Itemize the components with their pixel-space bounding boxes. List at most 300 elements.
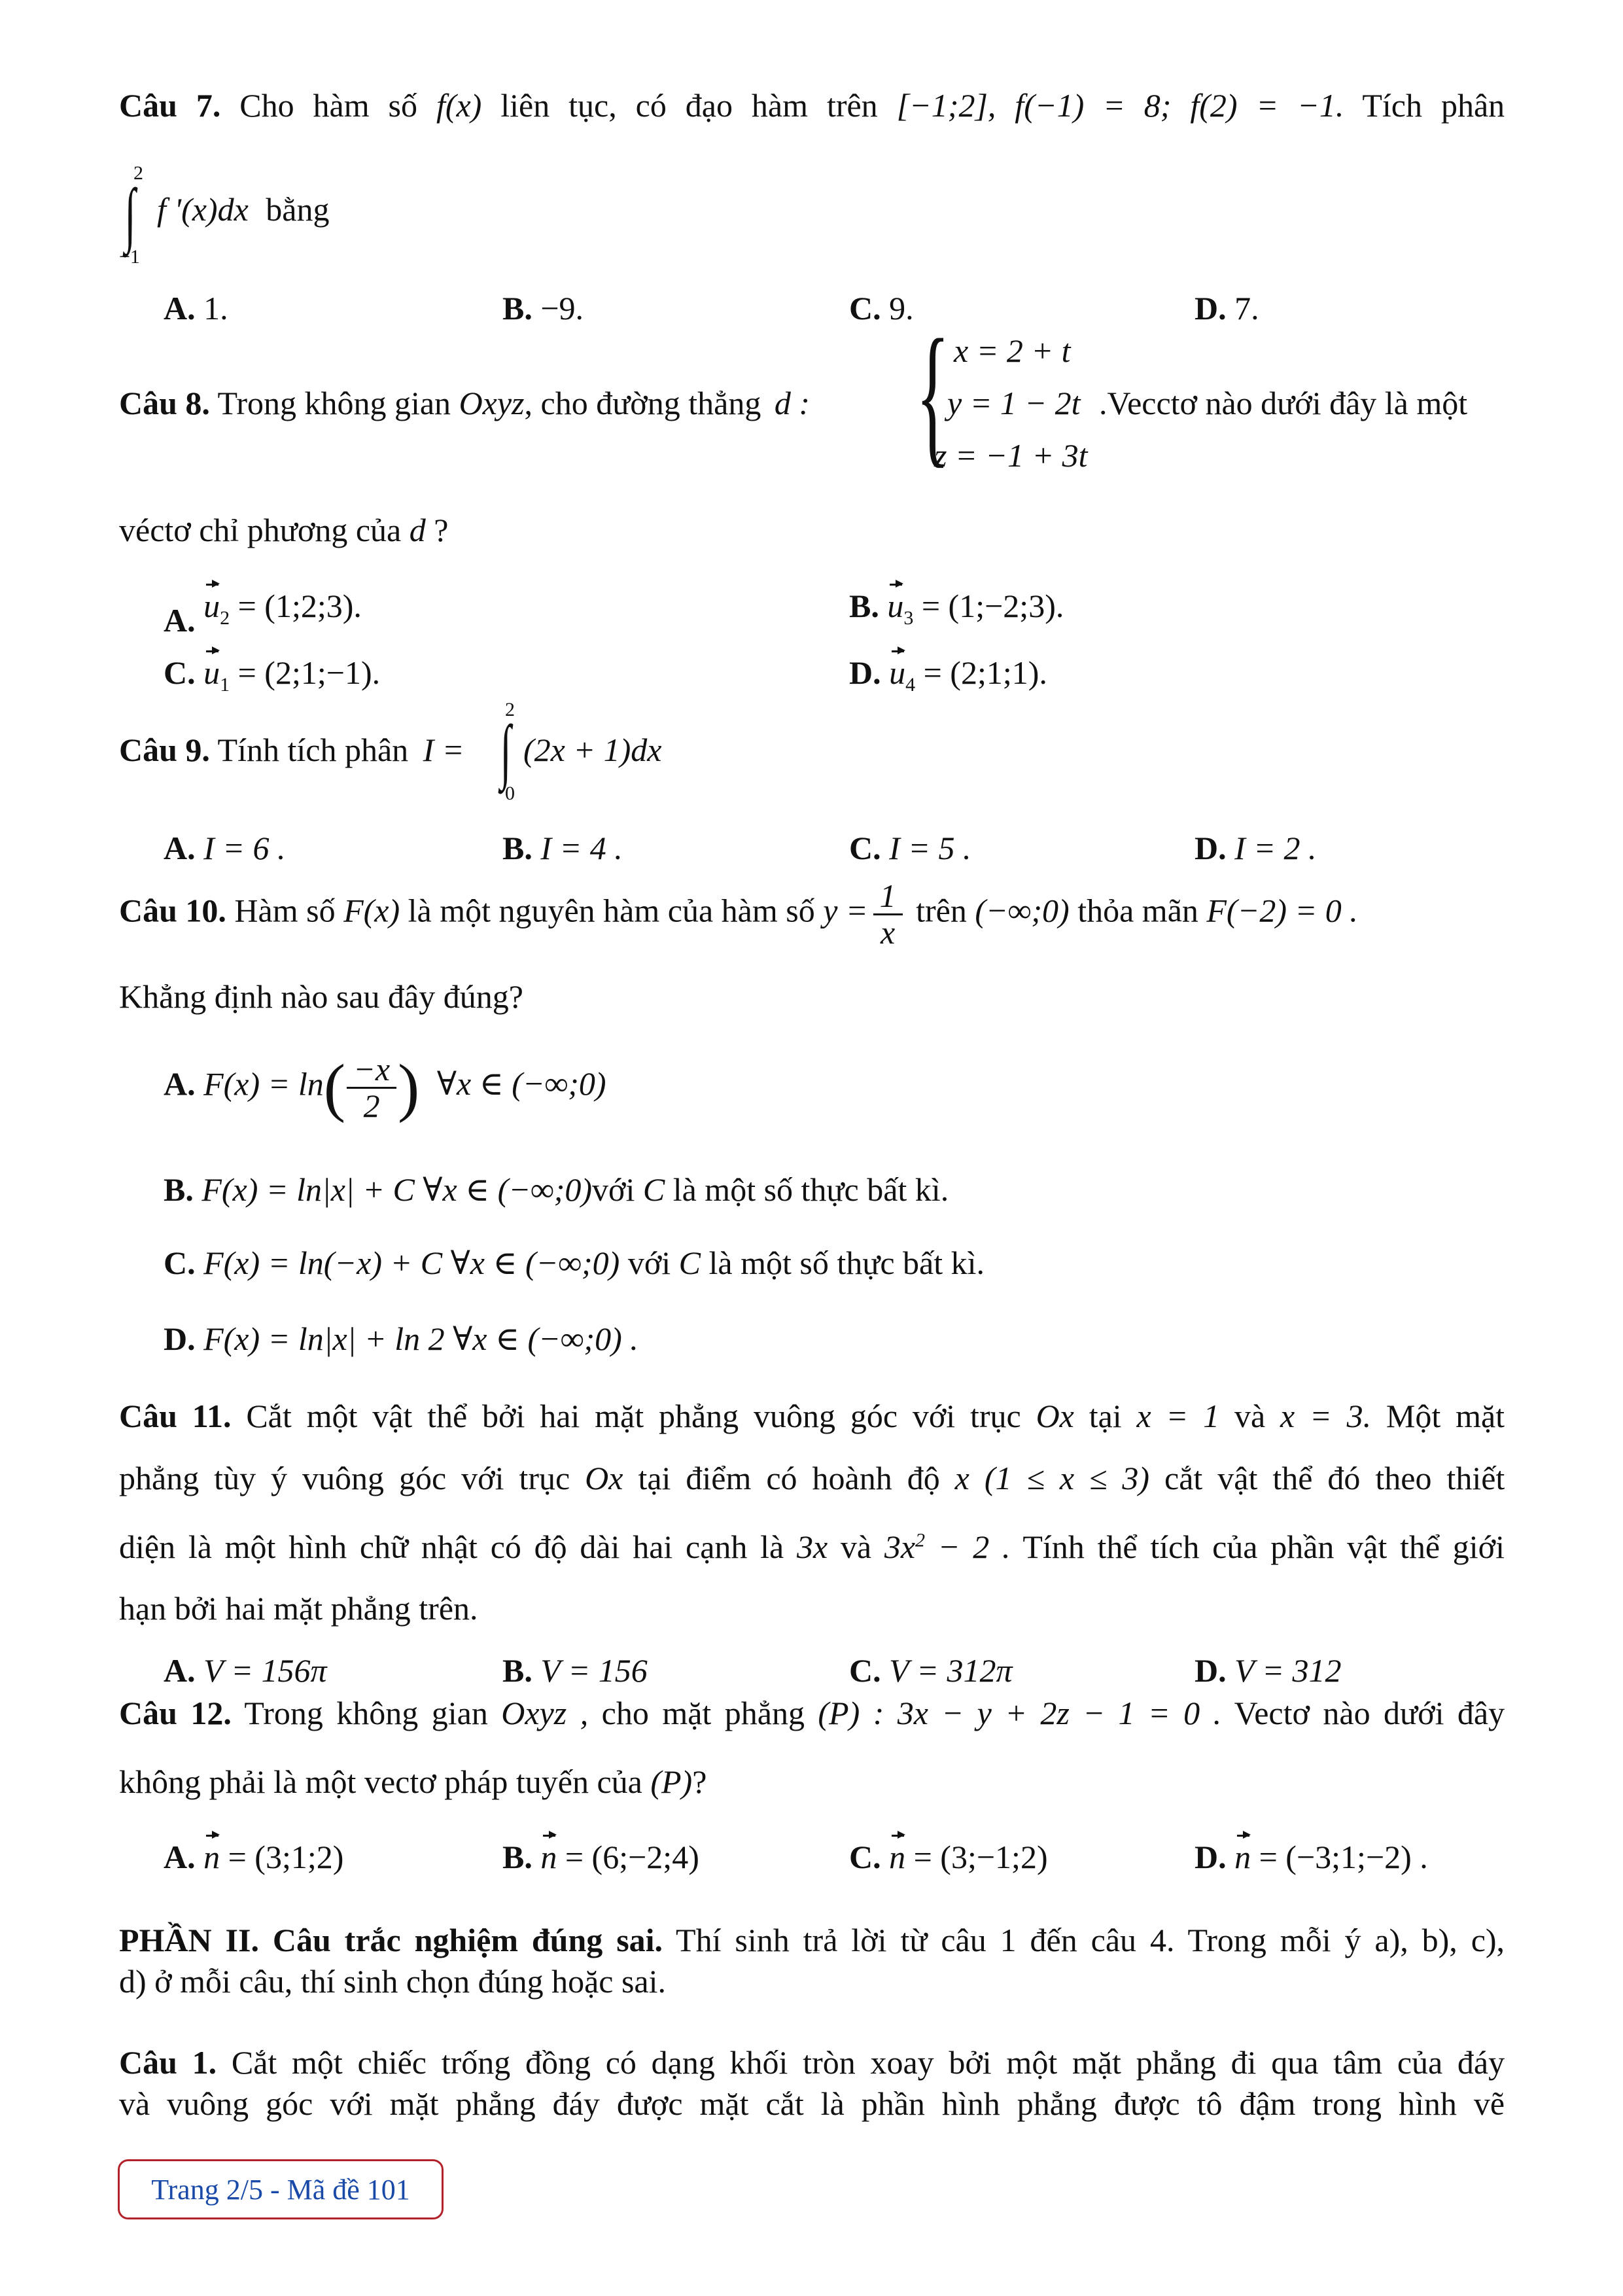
- word: cho: [601, 1695, 649, 1731]
- q7-word: trên: [826, 87, 878, 124]
- word: là: [188, 1528, 212, 1565]
- q9-option-b[interactable]: [502, 830, 623, 868]
- q10-condition: F(−2) = 0 .: [1206, 892, 1358, 929]
- option-text: −9.: [540, 290, 584, 327]
- q7-word: hàm: [313, 87, 370, 124]
- integral-symbol: ∫: [500, 711, 512, 790]
- q10-option-c[interactable]: [164, 1245, 985, 1282]
- p2q1-line1: [119, 2044, 1505, 2082]
- option-text: = (1;−2;3).: [913, 588, 1064, 624]
- word: độ: [907, 1460, 940, 1496]
- word: Trong: [244, 1695, 323, 1731]
- option-text: = (3;1;2): [220, 1839, 344, 1875]
- word: cắt: [1164, 1460, 1203, 1496]
- word: vật: [1347, 1528, 1387, 1565]
- q7-word: phân: [1440, 87, 1505, 124]
- q7-option-a[interactable]: [164, 290, 228, 328]
- vector-u: u: [203, 588, 220, 624]
- exp-rest: − 2 .: [925, 1528, 1011, 1565]
- option-label: C.: [849, 1839, 881, 1875]
- system-brace: {: [916, 307, 950, 481]
- vector-u: u: [887, 588, 904, 624]
- option-label: D.: [164, 1320, 196, 1357]
- word: một: [292, 2044, 343, 2081]
- q8-text-end: .Vecctơ nào dưới đây là một: [1099, 385, 1468, 421]
- word: 4.: [1149, 1922, 1175, 1958]
- q7-int-upper: 2: [133, 162, 143, 184]
- q8-line1: [119, 385, 810, 423]
- option-text: là một số thực bất kì.: [708, 1245, 985, 1281]
- word: đến: [1030, 1922, 1077, 1958]
- word: dạng: [651, 2044, 715, 2081]
- option-text: I = 4 .: [540, 830, 623, 866]
- word: có: [605, 2044, 637, 2081]
- word: đây: [1457, 1695, 1505, 1731]
- option-text: với: [627, 1245, 671, 1281]
- option-text: = (3;−1;2): [905, 1839, 1048, 1875]
- q8-line-d: d :: [774, 385, 810, 421]
- q7-line2: [157, 191, 329, 229]
- word: trống: [441, 2044, 511, 2081]
- q9-int-lower: 0: [505, 783, 515, 804]
- word: theo: [1375, 1460, 1432, 1496]
- word: mỗi: [1280, 1922, 1331, 1958]
- q9-option-d[interactable]: [1195, 830, 1317, 868]
- word: cạnh: [686, 1528, 748, 1565]
- word: của: [1397, 2044, 1443, 2081]
- fraction-numerator: −x: [347, 1052, 396, 1089]
- exp-base: 3x: [884, 1528, 916, 1565]
- p2q1-label: Câu 1.: [119, 2044, 217, 2081]
- option-label: C.: [164, 1245, 196, 1281]
- word: hoành: [812, 1460, 892, 1496]
- word: tích: [1150, 1528, 1200, 1565]
- q7-condition: [−1;2], f(−1) = 8; f(2) = −1.: [896, 87, 1344, 124]
- option-math: F(x) = ln: [203, 1065, 324, 1103]
- word: x: [954, 1460, 969, 1496]
- word: khối: [729, 2044, 788, 2081]
- word: có: [490, 1528, 521, 1565]
- option-label: B.: [502, 830, 532, 866]
- q12-line2-end: ?: [692, 1763, 707, 1800]
- word: điểm: [686, 1460, 752, 1496]
- word: câu: [1091, 1922, 1137, 1958]
- q11-line4: hạn bởi hai mặt phẳng trên.: [119, 1590, 478, 1627]
- word: Cắt: [246, 1398, 292, 1434]
- q7-word: Tích: [1362, 87, 1423, 124]
- word: phần: [1270, 1528, 1335, 1565]
- word: phẳng: [1017, 2085, 1097, 2122]
- word: không: [336, 1695, 419, 1731]
- word: vật: [372, 1398, 413, 1434]
- word: diện: [119, 1528, 176, 1565]
- word: thể: [427, 1398, 468, 1434]
- vector-sub: 4: [905, 674, 916, 696]
- word: vuông: [753, 1398, 835, 1434]
- vector-n: n: [540, 1839, 557, 1875]
- word: vật: [1217, 1460, 1258, 1496]
- q7-word: đạo: [685, 87, 733, 124]
- option-label: D.: [1195, 290, 1227, 327]
- word: bởi: [949, 2044, 992, 2081]
- word: hai: [540, 1398, 580, 1434]
- part2-title: PHẦN II. Câu trắc nghiệm đúng sai.: [119, 1922, 663, 1958]
- q8-option-c[interactable]: [164, 654, 380, 697]
- p2q1-line2: [119, 2085, 1505, 2123]
- word: góc: [266, 2085, 313, 2122]
- q8-line2-var: d: [409, 512, 426, 548]
- option-text: I = 6 .: [203, 830, 286, 866]
- option-text: 7.: [1234, 290, 1259, 327]
- q7-word: có: [635, 87, 667, 124]
- vector-n: n: [203, 1839, 220, 1875]
- vector-u: u: [889, 654, 906, 691]
- q10-line1: [119, 879, 1358, 949]
- word: góc: [850, 1398, 898, 1434]
- q12-option-c[interactable]: [849, 1839, 1048, 1877]
- q7-word: số: [388, 87, 418, 124]
- word: dài: [580, 1528, 620, 1565]
- word: tròn: [803, 2044, 856, 2081]
- word: tại: [1089, 1398, 1122, 1434]
- word: của: [1212, 1528, 1258, 1565]
- vector-n: n: [1234, 1839, 1251, 1875]
- option-text: = (2;1;1).: [915, 654, 1047, 691]
- word: Ox: [1036, 1398, 1074, 1434]
- option-label: D.: [849, 654, 881, 691]
- fraction-denominator: 2: [363, 1087, 380, 1124]
- option-math: F(x) = ln|x| + C ∀x ∈ (−∞;0): [201, 1171, 593, 1208]
- word: cắt: [765, 2085, 804, 2122]
- q9-text: Tính tích phân: [217, 732, 409, 768]
- word: trả: [803, 1922, 838, 1958]
- option-label: B.: [502, 290, 532, 327]
- q10-text: thỏa mãn: [1077, 892, 1198, 929]
- word: hình: [288, 1528, 347, 1565]
- option-label: A.: [164, 830, 196, 866]
- q8-eq-z: z = −1 + 3t: [934, 437, 1088, 474]
- word: mặt: [389, 2085, 439, 2122]
- q11-option-d[interactable]: [1195, 1652, 1342, 1690]
- q10-text: Hàm số: [234, 892, 336, 929]
- word: xoay: [870, 2044, 934, 2081]
- q12-option-b[interactable]: [502, 1839, 699, 1877]
- q11-option-c[interactable]: [849, 1652, 1013, 1690]
- option-text: = (2;1;−1).: [230, 654, 381, 691]
- word: a),: [1374, 1922, 1408, 1958]
- word: mặt: [1456, 1398, 1505, 1434]
- word: với: [912, 1398, 956, 1434]
- option-var: C: [642, 1171, 665, 1208]
- q8-option-d[interactable]: [849, 654, 1047, 697]
- word: được: [616, 2085, 683, 2122]
- word: trục: [519, 1460, 570, 1496]
- q11-option-b[interactable]: [502, 1652, 648, 1690]
- q9-int-upper: 2: [505, 699, 515, 720]
- q10-option-b[interactable]: [164, 1171, 949, 1209]
- vector-u: u: [203, 654, 220, 691]
- q9-integrand: (2x + 1)dx: [523, 732, 662, 768]
- option-text: = (6;−2;4): [557, 1839, 699, 1875]
- word: trục: [970, 1398, 1021, 1434]
- option-math: ∀x ∈ (−∞;0): [436, 1065, 606, 1103]
- option-text: 9.: [889, 290, 914, 327]
- option-label: C.: [849, 1652, 881, 1689]
- q11-line3: [119, 1528, 1505, 1566]
- option-label: B.: [164, 1171, 194, 1208]
- word: và: [1234, 1398, 1266, 1434]
- word: x = 1: [1136, 1398, 1220, 1434]
- q7-word: hàm: [751, 87, 809, 124]
- option-label: B.: [502, 1839, 532, 1875]
- word: là: [820, 2085, 845, 2122]
- q10-fx: F(x): [343, 892, 400, 929]
- word: câu: [941, 1922, 986, 1958]
- word: độ: [534, 1528, 567, 1565]
- word: tô: [1196, 2085, 1223, 2122]
- q7-word: liên: [500, 87, 550, 124]
- q10-fraction: [873, 879, 903, 949]
- q9-label: Câu 9.: [119, 732, 210, 768]
- word: tại: [638, 1460, 671, 1496]
- word: sinh: [735, 1922, 790, 1958]
- q10-option-a[interactable]: [164, 1052, 606, 1123]
- integral-symbol: ∫: [124, 174, 136, 254]
- word: vuông: [302, 1460, 385, 1496]
- q7-option-d[interactable]: [1195, 290, 1259, 328]
- q10-text: là một nguyên hàm của hàm số: [408, 892, 815, 929]
- q11-label: Câu 11.: [119, 1398, 232, 1434]
- word: và: [840, 1528, 872, 1565]
- q9-line1: [119, 732, 464, 769]
- word: Tính: [1022, 1528, 1085, 1565]
- q10-text: trên: [916, 892, 967, 929]
- q10-interval: (−∞;0): [975, 892, 1070, 929]
- q7-label: Câu 7.: [119, 87, 221, 124]
- word: Ox: [585, 1460, 623, 1496]
- word: ý: [271, 1460, 288, 1496]
- q7-integrand: f '(x)dx: [157, 191, 249, 228]
- word: mặt: [595, 1398, 644, 1434]
- word: đáy: [1457, 2044, 1505, 2081]
- option-text: là một số thực bất kì.: [672, 1171, 949, 1208]
- option-text: V = 156π: [203, 1652, 327, 1689]
- word: thể: [1399, 1528, 1440, 1565]
- word: b),: [1422, 1922, 1457, 1958]
- q8-text: , cho đường thẳng: [524, 385, 761, 421]
- word: x = 3.: [1280, 1398, 1372, 1434]
- word: chiếc: [357, 2044, 427, 2081]
- word: Trong: [1187, 1922, 1266, 1958]
- option-math: F(x) = ln(−x) + C ∀x ∈ (−∞;0): [203, 1245, 620, 1281]
- word: qua: [1271, 2044, 1319, 2081]
- q12-option-a[interactable]: [164, 1839, 343, 1877]
- q12-line2: [119, 1763, 707, 1801]
- word: hai: [633, 1528, 673, 1565]
- page-number: Trang 2/5 - Mã đề 101: [151, 2173, 410, 2206]
- q11-expression: [884, 1528, 1011, 1565]
- word: Thí: [676, 1922, 722, 1958]
- word: đó: [1327, 1460, 1361, 1496]
- vector-sub: 3: [903, 607, 914, 629]
- word: và: [119, 2085, 150, 2122]
- word: phẳng: [1136, 2044, 1216, 2081]
- option-label: A.: [164, 290, 196, 327]
- word: nào: [1323, 1695, 1370, 1731]
- part2-line2: d) ở mỗi câu, thí sinh chọn đúng hoặc sai.: [119, 1963, 667, 2000]
- word: đáy: [552, 2085, 600, 2122]
- q8-option-b[interactable]: [849, 588, 1064, 630]
- word: phần: [861, 2085, 925, 2122]
- q7-word: tục,: [568, 87, 617, 124]
- q7-option-b[interactable]: [502, 290, 584, 328]
- word: với: [461, 1460, 504, 1496]
- q11-line2: [119, 1460, 1505, 1498]
- word: mặt: [699, 2085, 749, 2122]
- paren-left: (: [323, 1051, 346, 1123]
- word: một: [1006, 2044, 1058, 2081]
- word: (1 ≤ x ≤ 3): [984, 1460, 1150, 1496]
- vector-n: n: [889, 1839, 906, 1875]
- q7-line1: [119, 87, 1505, 125]
- word: hình: [1398, 2085, 1457, 2122]
- q8-line2: [119, 512, 448, 550]
- q8-label: Câu 8.: [119, 385, 210, 421]
- option-text: với: [592, 1171, 635, 1208]
- option-label: B.: [502, 1652, 532, 1689]
- word: một: [306, 1398, 358, 1434]
- q8-eq-x: x = 2 + t: [954, 332, 1071, 369]
- word: với: [330, 2085, 373, 2122]
- q10-option-d[interactable]: [164, 1320, 638, 1358]
- q12-line1: [119, 1695, 1505, 1733]
- q9-option-a[interactable]: [164, 830, 286, 868]
- option-label: C.: [164, 654, 196, 691]
- q8-eq-y: y = 1 − 2t: [947, 385, 1081, 421]
- word: Oxyz ,: [501, 1695, 589, 1731]
- option-text: 1.: [203, 290, 228, 327]
- word: lời: [851, 1922, 887, 1958]
- q7-fx: f(x): [436, 87, 482, 124]
- word: mặt: [1072, 2044, 1121, 2081]
- word: ý: [1344, 1922, 1361, 1958]
- word: Cắt: [231, 2044, 277, 2081]
- word: gian: [431, 1695, 488, 1731]
- word: c),: [1471, 1922, 1505, 1958]
- option-label: A.: [164, 602, 196, 639]
- q8-line2-end: ?: [425, 512, 449, 548]
- q11-option-a[interactable]: [164, 1652, 327, 1690]
- option-text: = (−3;1;−2) .: [1251, 1839, 1428, 1875]
- word: thể: [1097, 1528, 1138, 1565]
- option-label: D.: [1195, 830, 1227, 866]
- word: trong: [1312, 2085, 1382, 2122]
- word: phẳng: [455, 2085, 536, 2122]
- q12-option-d[interactable]: [1195, 1839, 1428, 1877]
- q11-line1: [119, 1398, 1505, 1436]
- part2-line1: [119, 1922, 1505, 1960]
- word: 1: [1000, 1922, 1017, 1958]
- q8-line2-text: véctơ chỉ phương của: [119, 512, 402, 548]
- word: phẳng: [724, 1695, 805, 1731]
- q7-int-lower: −1: [119, 246, 140, 268]
- option-label: A.: [164, 1839, 196, 1875]
- q12-label: Câu 12.: [119, 1695, 232, 1731]
- q7-option-c[interactable]: [849, 290, 914, 328]
- word: Vectơ: [1234, 1695, 1310, 1731]
- word: được: [1113, 2085, 1180, 2122]
- q8-text: Trong không gian: [217, 385, 451, 421]
- word: tùy: [214, 1460, 256, 1496]
- q10-y: y =: [823, 892, 868, 929]
- word: Một: [1386, 1398, 1441, 1434]
- vector-sub: 1: [220, 674, 230, 696]
- option-label: D.: [1195, 1652, 1227, 1689]
- word: vẽ: [1473, 2085, 1505, 2122]
- word: phẳng: [658, 1398, 739, 1434]
- q12-plane-eq: (P) : 3x − y + 2z − 1 = 0 .: [818, 1695, 1222, 1731]
- fraction-denominator: x: [881, 913, 896, 951]
- option-label: C.: [849, 830, 881, 866]
- option-text: V = 312: [1234, 1652, 1342, 1689]
- word: là: [760, 1528, 784, 1565]
- option-label: B.: [849, 588, 879, 624]
- option-fraction: [347, 1052, 396, 1123]
- q12-plane: (P): [650, 1763, 693, 1800]
- option-math: F(x) = ln|x| + ln 2 ∀x ∈ (−∞;0) .: [203, 1320, 638, 1357]
- option-text: I = 2 .: [1234, 830, 1317, 866]
- option-label: C.: [849, 290, 881, 327]
- word: một: [224, 1528, 276, 1565]
- exp-power: 2: [915, 1529, 926, 1551]
- fraction-numerator: 1: [873, 879, 903, 915]
- vector-sub: 2: [220, 607, 230, 629]
- option-label: A.: [164, 1652, 196, 1689]
- word: giới: [1452, 1528, 1505, 1565]
- word: phẳng: [119, 1460, 200, 1496]
- q8-option-a[interactable]: [164, 588, 362, 639]
- word: chữ: [359, 1528, 409, 1565]
- q12-line2-text: không phải là một vectơ pháp tuyến của: [119, 1763, 642, 1800]
- word: bởi: [482, 1398, 525, 1434]
- q9-lhs: I =: [423, 732, 464, 768]
- word: hình: [941, 2085, 1000, 2122]
- q9-option-c[interactable]: [849, 830, 971, 868]
- option-text: V = 156: [540, 1652, 648, 1689]
- word: vuông: [167, 2085, 249, 2122]
- word: 3x: [796, 1528, 828, 1565]
- word: thiết: [1446, 1460, 1505, 1496]
- option-text: = (1;2;3).: [230, 588, 362, 624]
- q7-word: Cho: [239, 87, 294, 124]
- q7-tail: bằng: [266, 191, 330, 228]
- q8-space: Oxyz: [459, 385, 525, 421]
- word: đậm: [1239, 2085, 1296, 2122]
- word: đồng: [525, 2044, 591, 2081]
- word: dưới: [1384, 1695, 1444, 1731]
- word: đi: [1230, 2044, 1257, 2081]
- q10-label: Câu 10.: [119, 892, 226, 929]
- word: nhật: [421, 1528, 478, 1565]
- word: góc: [398, 1460, 447, 1496]
- word: từ: [900, 1922, 928, 1958]
- word: mặt: [662, 1695, 712, 1731]
- option-text: I = 5 .: [889, 830, 971, 866]
- word: có: [766, 1460, 797, 1496]
- page-footer: [118, 2159, 444, 2219]
- option-var: C: [678, 1245, 701, 1281]
- option-text: V = 312π: [889, 1652, 1013, 1689]
